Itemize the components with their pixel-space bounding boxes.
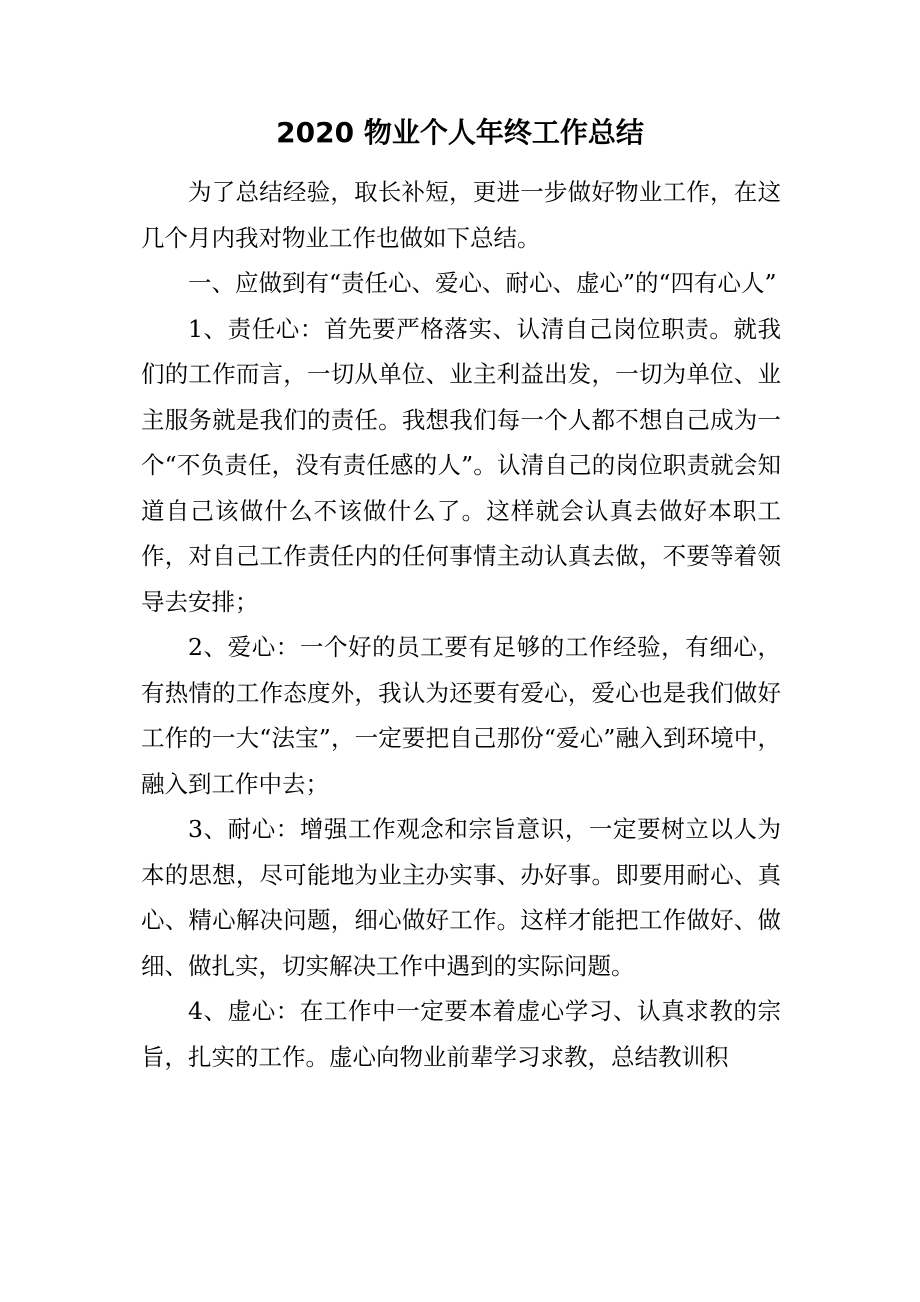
paragraph-modesty: 4、虚心：在工作中一定要本着虚心学习、认真求教的宗旨，扎实的工作。虚心向物业前辈学习求教，总结教训积 [141,997,781,1071]
paragraph-intro: 为了总结经验，取长补短，更进一步做好物业工作，在这几个月内我对物业工作也做如下总结。 [141,178,781,252]
document-body [141,170,781,1080]
paragraph-responsibility: 1、责任心：首先要严格落实、认清自己岗位职责。就我们的工作而言，一切从单位、业主利益出发，一切为单位、业主服务就是我们的责任。我想我们每一个人都不想自己成为一个“不负责任，没有责任感的人”。认清自己的岗位职责就会知道自己该做什么不该做什么了。这样就会认真去做好本职工作，对自己工作责任内的任何事情主动认真去做，不要等着领导去安排； [141,314,781,616]
document-title: 2020 物业个人年终工作总结 [276,116,644,149]
paragraph-patience: 3、耐心：增强工作观念和宗旨意识，一定要树立以人为本的思想，尽可能地为业主办实事、办好事。即要用耐心、真心、精心解决问题，细心做好工作。这样才能把工作做好、做细、做扎实，切实解决工作中遇到的实际问题。 [141,815,781,980]
paragraph-section-heading: 一、应做到有“责任心、爱心、耐心、虚心”的“四有心人” [188,269,777,297]
paragraph-love: 2、爱心：一个好的员工要有足够的工作经验，有细心，有热情的工作态度外，我认为还要有爱心，爱心也是我们做好工作的一大“法宝”，一定要把自己那份“爱心”融入到环境中，融入到工作中去； [141,633,781,798]
